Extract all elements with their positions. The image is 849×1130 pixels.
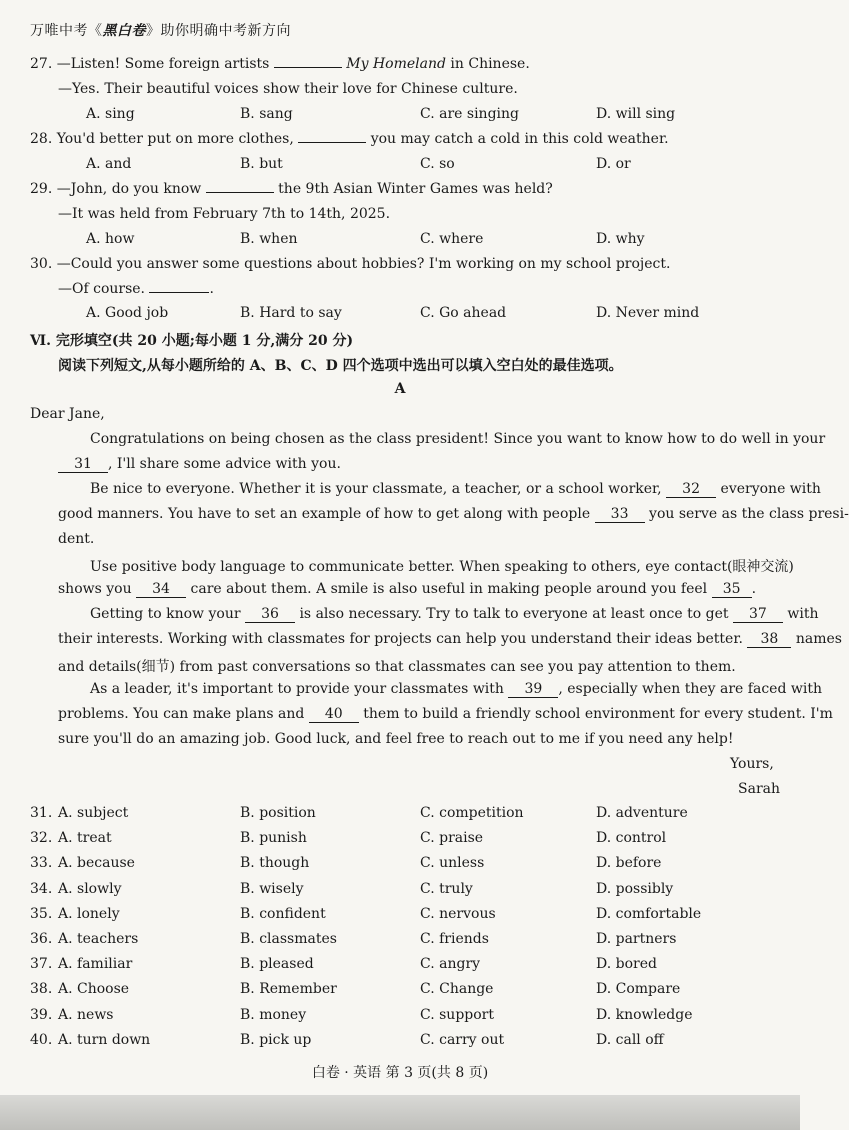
letter-text: their interests. Working with classmates for projects can help you understand their ideas better. bbox=[58, 631, 743, 647]
option-row-number: 33. bbox=[30, 855, 53, 872]
option-choice-b[interactable]: B. wisely bbox=[240, 880, 304, 897]
option-choice-d[interactable]: D. partners bbox=[596, 931, 677, 947]
letter-text: , I'll share some advice with you. bbox=[108, 456, 341, 472]
blank-38: 38 bbox=[747, 631, 791, 648]
header-prefix: 万唯中考《 bbox=[30, 23, 103, 39]
option-row-number: 37. bbox=[30, 956, 53, 973]
question-28 bbox=[30, 131, 669, 147]
letter-text: Getting to know your bbox=[90, 606, 241, 622]
q29-option-b[interactable]: B. when bbox=[240, 231, 298, 247]
q27-option-a[interactable]: A. sing bbox=[86, 106, 135, 122]
letter-text: names bbox=[795, 631, 842, 647]
q29-option-a[interactable]: A. how bbox=[86, 231, 135, 247]
option-choice-d[interactable]: D. Compare bbox=[596, 981, 681, 998]
question-text-end: you may catch a cold in this cold weather. bbox=[370, 131, 669, 147]
option-choice-a[interactable]: A. familiar bbox=[58, 956, 133, 973]
song-title: My Homeland bbox=[346, 56, 446, 72]
question-text: —Listen! Some foreign artists bbox=[56, 56, 270, 72]
q28-option-d[interactable]: D. or bbox=[596, 156, 631, 172]
option-choice-b[interactable]: B. position bbox=[240, 805, 316, 821]
option-choice-a[interactable]: A. subject bbox=[58, 805, 129, 821]
question-29 bbox=[30, 181, 553, 197]
letter-text: problems. You can make plans and bbox=[58, 706, 305, 722]
option-choice-a[interactable]: A. turn down bbox=[58, 1031, 151, 1048]
option-choice-a[interactable]: A. news bbox=[58, 1006, 114, 1023]
letter-text: good manners. You have to set an example of how to get along with people bbox=[58, 506, 591, 522]
option-choice-a[interactable]: A. lonely bbox=[58, 905, 120, 922]
option-row-number: 38. bbox=[30, 981, 53, 998]
option-choice-d[interactable]: D. possibly bbox=[596, 880, 674, 897]
blank-36: 36 bbox=[245, 606, 295, 623]
q27-option-d[interactable]: D. will sing bbox=[596, 106, 676, 122]
q30-option-b[interactable]: B. Hard to say bbox=[240, 305, 342, 321]
q30-option-d[interactable]: D. Never mind bbox=[596, 305, 700, 321]
answer-blank bbox=[298, 142, 366, 143]
option-choice-d[interactable]: D. control bbox=[596, 830, 667, 847]
option-choice-d[interactable]: D. knowledge bbox=[596, 1006, 693, 1023]
option-choice-c[interactable]: C. competition bbox=[420, 805, 524, 821]
option-choice-a[interactable]: A. teachers bbox=[58, 931, 139, 947]
question-number: 28. bbox=[30, 131, 53, 147]
question-text: —John, do you know bbox=[56, 181, 202, 197]
option-choice-b[interactable]: B. though bbox=[240, 855, 310, 872]
blank-33: 33 bbox=[595, 506, 645, 523]
option-row-number: 32. bbox=[30, 830, 53, 847]
blank-31: 31 bbox=[58, 456, 108, 473]
question-30 bbox=[30, 256, 670, 272]
letter-line bbox=[58, 456, 341, 473]
option-choice-d[interactable]: D. call off bbox=[596, 1031, 664, 1048]
question-27 bbox=[30, 56, 530, 72]
answer-blank bbox=[206, 192, 274, 193]
option-choice-b[interactable]: B. classmates bbox=[240, 931, 337, 947]
letter-text: care about them. A smile is also useful in making people around you feel bbox=[190, 581, 708, 597]
answer-blank bbox=[274, 67, 342, 68]
reply-text: —Of course. bbox=[58, 281, 146, 297]
question-number: 30. bbox=[30, 256, 53, 272]
option-choice-b[interactable]: B. money bbox=[240, 1006, 307, 1023]
letter-text: shows you bbox=[58, 581, 132, 597]
q30-option-c[interactable]: C. Go ahead bbox=[420, 305, 507, 321]
option-choice-d[interactable]: D. comfortable bbox=[596, 905, 702, 922]
letter-closing: Yours, bbox=[730, 756, 774, 772]
letter-line bbox=[58, 581, 756, 598]
option-row-number: 31. bbox=[30, 805, 53, 821]
page-footer: 白卷 · 英语 第 3 页(共 8 页) bbox=[311, 1065, 489, 1081]
letter-line bbox=[90, 606, 819, 623]
question-27-reply: —Yes. Their beautiful voices show their love for Chinese culture. bbox=[58, 81, 518, 97]
header-suffix: 》助你明确中考新方向 bbox=[146, 23, 291, 39]
option-choice-c[interactable]: C. friends bbox=[420, 931, 489, 947]
option-choice-d[interactable]: D. before bbox=[596, 855, 662, 872]
question-29-reply: —It was held from February 7th to 14th, 2025. bbox=[58, 206, 391, 222]
letter-text: them to build a friendly school environment for every student. I'm bbox=[363, 706, 833, 722]
passage-label: A bbox=[394, 381, 406, 397]
letter-line bbox=[58, 506, 849, 523]
letter-line: Congratulations on being chosen as the class president! Since you want to know how to do well in your bbox=[90, 431, 826, 447]
letter-signature: Sarah bbox=[738, 781, 780, 797]
q28-option-b[interactable]: B. but bbox=[240, 156, 283, 172]
option-choice-b[interactable]: B. punish bbox=[240, 830, 307, 847]
q30-option-a[interactable]: A. Good job bbox=[86, 305, 169, 321]
q29-option-d[interactable]: D. why bbox=[596, 231, 645, 247]
option-choice-d[interactable]: D. bored bbox=[596, 956, 657, 973]
question-30-reply bbox=[58, 281, 214, 297]
option-choice-c[interactable]: C. angry bbox=[420, 956, 481, 973]
option-row-number: 36. bbox=[30, 931, 53, 947]
letter-text: Be nice to everyone. Whether it is your classmate, a teacher, or a school worker, bbox=[90, 481, 662, 497]
reply-period: . bbox=[209, 281, 214, 297]
letter-text: is also necessary. Try to talk to everyone at least once to get bbox=[299, 606, 729, 622]
option-choice-c[interactable]: C. Change bbox=[420, 981, 494, 998]
option-choice-a[interactable]: A. Choose bbox=[58, 981, 130, 998]
letter-line: and details(细节) from past conversations so that classmates can see you pay attention to them. bbox=[58, 659, 736, 675]
letter-text: with bbox=[787, 606, 819, 622]
letter-text: you serve as the class presi- bbox=[649, 506, 849, 522]
option-choice-c[interactable]: C. truly bbox=[420, 880, 473, 897]
letter-line bbox=[58, 631, 842, 648]
section-title: Ⅵ. 完形填空(共 20 小题;每小题 1 分,满分 20 分) bbox=[30, 333, 354, 349]
scan-edge bbox=[0, 1095, 800, 1130]
option-choice-b[interactable]: B. pleased bbox=[240, 956, 314, 973]
letter-line bbox=[90, 481, 821, 498]
page-header bbox=[30, 20, 291, 40]
blank-34: 34 bbox=[136, 581, 186, 598]
option-choice-a[interactable]: A. because bbox=[58, 855, 135, 872]
question-text: You'd better put on more clothes, bbox=[56, 131, 294, 147]
option-choice-b[interactable]: B. pick up bbox=[240, 1031, 312, 1048]
header-brand: 黑白卷 bbox=[102, 23, 146, 39]
letter-text: everyone with bbox=[720, 481, 821, 497]
letter-line: Use positive body language to communicate better. When speaking to others, eye contact(眼神交流) bbox=[90, 559, 794, 575]
letter-line: sure you'll do an amazing job. Good luck, and feel free to reach out to me if you need any help! bbox=[58, 731, 734, 747]
option-choice-c[interactable]: C. carry out bbox=[420, 1031, 505, 1048]
q29-option-c[interactable]: C. where bbox=[420, 231, 484, 247]
question-text: —Could you answer some questions about hobbies? I'm working on my school project. bbox=[56, 256, 671, 272]
option-row-number: 34. bbox=[30, 880, 53, 897]
letter-line bbox=[58, 706, 833, 723]
option-choice-a[interactable]: A. treat bbox=[58, 830, 112, 847]
letter-text: , especially when they are faced with bbox=[558, 681, 822, 697]
letter-line: dent. bbox=[58, 531, 95, 547]
blank-32: 32 bbox=[666, 481, 716, 498]
letter-greeting: Dear Jane, bbox=[30, 406, 105, 422]
question-number: 29. bbox=[30, 181, 53, 197]
option-choice-c[interactable]: C. nervous bbox=[420, 905, 496, 922]
letter-text: . bbox=[751, 581, 757, 597]
option-choice-b[interactable]: B. Remember bbox=[240, 981, 337, 998]
blank-39: 39 bbox=[508, 681, 558, 698]
q28-option-a[interactable]: A. and bbox=[86, 156, 132, 172]
option-row-number: 35. bbox=[30, 905, 53, 922]
blank-40: 40 bbox=[309, 706, 359, 723]
letter-text: As a leader, it's important to provide your classmates with bbox=[90, 681, 504, 697]
question-number: 27. bbox=[30, 56, 53, 72]
letter-line bbox=[90, 681, 822, 698]
option-row-number: 40. bbox=[30, 1031, 53, 1048]
q28-option-c[interactable]: C. so bbox=[420, 156, 455, 172]
blank-35: 35 bbox=[712, 581, 752, 598]
question-text-end: the 9th Asian Winter Games was held? bbox=[278, 181, 553, 197]
answer-blank bbox=[149, 292, 209, 293]
section-instruction: 阅读下列短文,从每小题所给的 A、B、C、D 四个选项中选出可以填入空白处的最佳选项。 bbox=[58, 358, 623, 374]
option-choice-c[interactable]: C. unless bbox=[420, 855, 485, 872]
blank-37: 37 bbox=[733, 606, 783, 623]
option-row-number: 39. bbox=[30, 1006, 53, 1023]
option-choice-c[interactable]: C. support bbox=[420, 1006, 494, 1023]
option-choice-a[interactable]: A. slowly bbox=[58, 880, 122, 897]
option-choice-d[interactable]: D. adventure bbox=[596, 805, 688, 821]
question-text-end: in Chinese. bbox=[450, 56, 530, 72]
option-choice-c[interactable]: C. praise bbox=[420, 830, 484, 847]
q27-option-b[interactable]: B. sang bbox=[240, 106, 293, 122]
option-choice-b[interactable]: B. confident bbox=[240, 905, 326, 922]
q27-option-c[interactable]: C. are singing bbox=[420, 106, 519, 122]
